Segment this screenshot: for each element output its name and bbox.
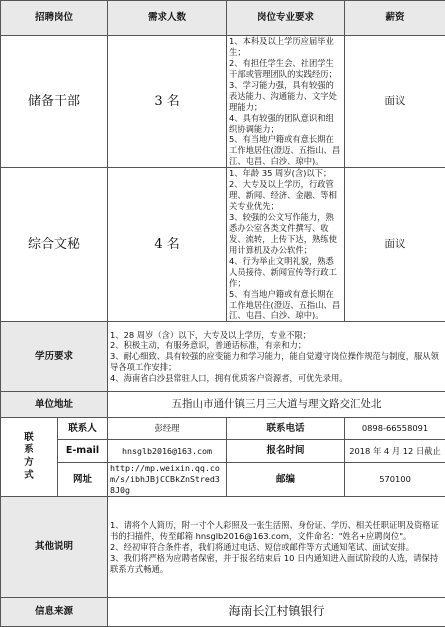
contact-row [1,418,445,440]
contact-row [1,440,445,463]
requirement-item: 5、有当地户籍或有意长期在工作地居住(澄迈、五指山、昌江、屯昌、白沙、琼中)。 [229,134,342,167]
contact-person: 彭经理 [108,418,227,440]
job-salary: 面议 [345,168,445,322]
job-requirements [227,36,345,168]
education-item: 4、海南省白沙县常驻人口，拥有优质客户资源者，可优先录用。 [110,373,443,384]
requirement-item: 3、学习能力强，具有较强的表达能力、沟通能力、文字处理能力； [229,80,342,113]
notes-item: 1、请将个人简历，附一寸个人彩照及一张生活照、身份证、学历、相关任职证明及资格证书的扫描件，传至邮箱 hnsglb2016@163.com，文件命名："姓名+应聘岗位"。 [110,520,443,542]
requirement-item: 3、较强的公文写作能力，熟悉办公室各类文件撰写、收发、流转，上传下达，熟练使用计算机及办公软件； [229,212,342,256]
notes-item: 2、经初审符合条件者，我们将通过电话、短信或邮件等方式通知笔试、面试安排。 [110,542,443,553]
contact-person-label: 联系人 [58,418,108,440]
requirement-item: 4、行为举止文明礼貌，熟悉人员接待、新闻宣传等行政工作； [229,256,342,289]
contact-group-text: 联系方式 [23,432,35,483]
header-requirements: 岗位专业要求 [227,1,345,36]
header-row [1,1,445,36]
source-label: 信息来源 [1,598,108,627]
notes-item: 3、我们将严格为应聘者保密，并于报名结束后 10 日内通知进入面试阶段的人选，请保持联系方式畅通。 [110,553,443,575]
contact-group-label [1,418,58,497]
education-item: 3、耐心细致、具有较强的应变能力和学习能力，能自觉遵守岗位操作规范与制度，服从领导各项工作安排； [110,351,443,373]
address-value: 五指山市通什镇三月三大道与理文路交汇处北 [108,392,445,418]
requirement-item: 4、具有较强的团队意识和组织协调能力； [229,113,342,135]
notes-row [1,497,445,598]
job-row [1,168,445,322]
job-title: 综合文秘 [1,168,108,322]
header-count: 需求人数 [108,1,227,36]
education-item: 2、积极主动，有服务意识，普通话标准，有亲和力； [110,340,443,351]
notes-label: 其他说明 [1,497,108,598]
job-count: 4 名 [108,168,227,322]
contact-deadline-label: 报名时间 [227,440,345,463]
education-requirements [108,322,445,392]
job-salary: 面议 [345,36,445,168]
requirement-item: 2、有担任学生会、社团学生干部或管理团队的实践经历； [229,58,342,80]
contact-row [1,463,445,497]
header-position: 招聘岗位 [1,1,108,36]
contact-web-link[interactable]: http://mp.weixin.qq.com/s/ibhJBjCCBkZnStred38J0g [108,463,227,497]
contact-web-label: 网址 [58,463,108,497]
address-row [1,392,445,418]
requirement-item: 1、年龄 35 周岁(含)以下； [229,168,342,179]
contact-phone-label: 联系电话 [227,418,345,440]
job-row [1,36,445,168]
header-salary: 薪资 [345,1,445,36]
contact-phone: 0898-66558091 [345,418,445,440]
education-label: 学历要求 [1,322,108,392]
contact-email[interactable]: hnsglb2016@163.com [108,440,227,463]
source-value: 海南长江村镇银行 [108,598,445,627]
requirement-item: 1、本科及以上学历应届毕业生； [229,36,342,58]
address-label: 单位地址 [1,392,108,418]
notes-content [108,497,445,598]
job-title: 储备干部 [1,36,108,168]
source-row [1,598,445,627]
contact-deadline: 2018 年 4 月 12 日截止 [345,440,445,463]
requirement-item: 2、大专及以上学历，行政管理、新闻、经济、金融、等相关专业优先； [229,179,342,212]
job-requirements [227,168,345,322]
job-count: 3 名 [108,36,227,168]
contact-email-label: E-mail [58,440,108,463]
education-row [1,322,445,392]
requirement-item: 5、有当地户籍或有意长期在工作地居住(澄迈、五指山、昌江、屯昌、白沙、琼中)。 [229,289,342,322]
contact-postcode-label: 邮编 [227,463,345,497]
contact-postcode: 570100 [345,463,445,497]
education-item: 1、28 周岁（含）以下，大专及以上学历，专业不限； [110,330,443,341]
